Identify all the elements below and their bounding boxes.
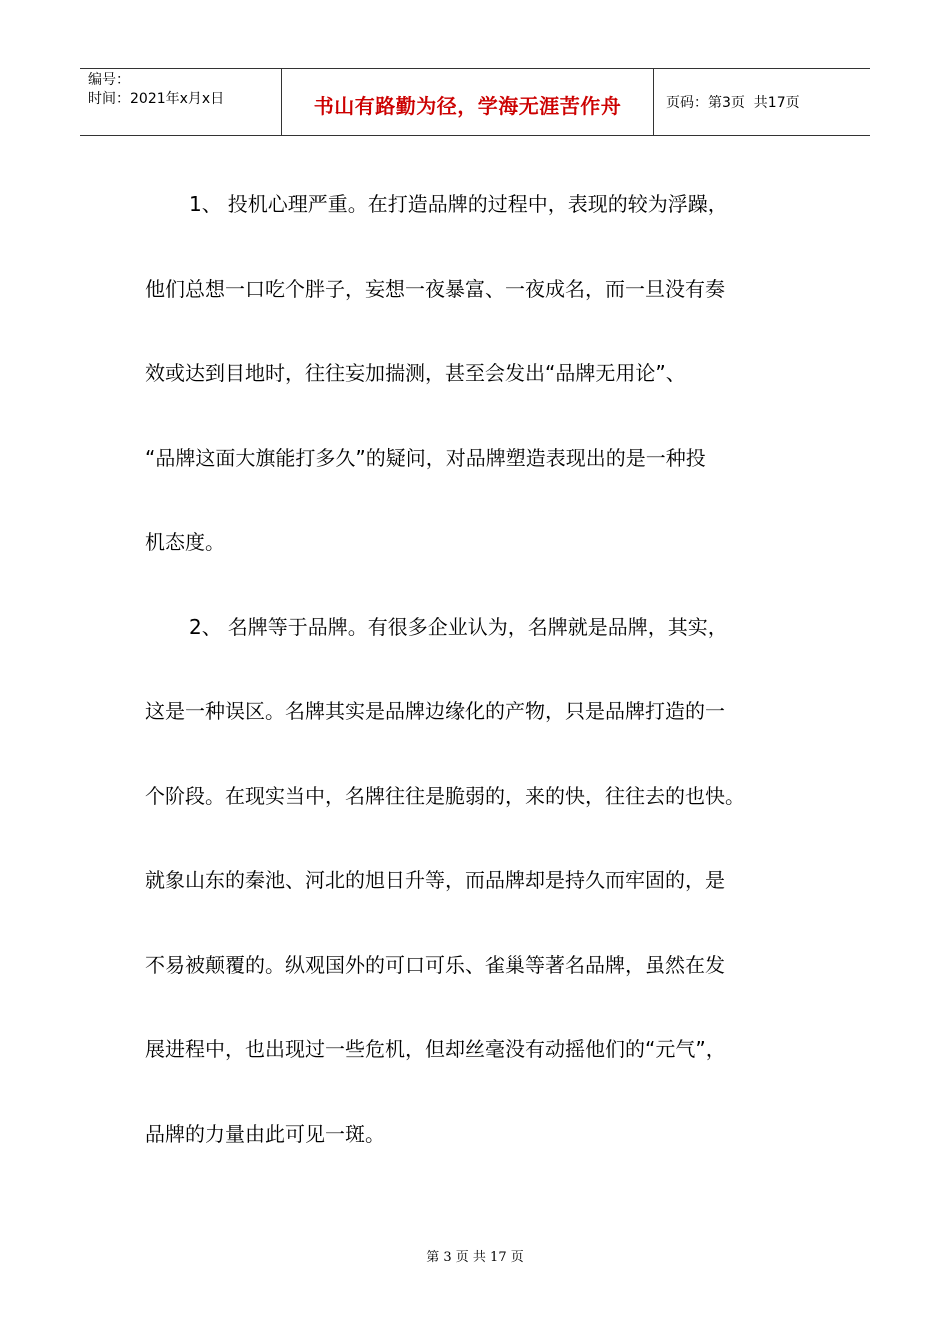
document-date: 时间：2021年x月x日 (88, 91, 225, 107)
page-footer: 第 3 页 共 17 页 (426, 1250, 524, 1265)
header-motto: 书山有路勤为径，学海无涯苦作舟 (313, 93, 622, 118)
document-body (145, 162, 815, 1176)
paragraph-line: 机态度。 (145, 530, 225, 554)
paragraph-line: 品牌的力量由此可见一斑。 (145, 1121, 385, 1146)
paragraph-number: 2、 (189, 614, 222, 639)
paragraph-line: 就象山东的秦池、河北的旭日升等，而品牌却是持久而牢固的，是 (145, 868, 725, 892)
paragraph-line: 效或达到目地时，往往妄加揣测，甚至会发出“品牌无用论”、 (145, 361, 686, 385)
header-meta (80, 69, 281, 135)
paragraph-line: 展进程中，也出现过一些危机，但却丝毫没有动摇他们的“元气”， (145, 1037, 726, 1061)
paragraph-line: 2、 名牌等于品牌。有很多企业认为，名牌就是品牌，其实， (189, 614, 728, 639)
header-page-info: 页码：第3页 共17页 (666, 95, 800, 111)
page-header (80, 68, 870, 136)
paragraph-line: 1、 投机心理严重。在打造品牌的过程中，表现的较为浮躁， (189, 192, 728, 216)
document-number-label: 编号： (88, 72, 130, 88)
paragraph-line: 他们总想一口吃个胖子，妄想一夜暴富、一夜成名，而一旦没有奏 (145, 276, 725, 301)
paragraph-1 (145, 162, 815, 585)
paragraph-line: 不易被颠覆的。纵观国外的可口可乐、雀巢等著名品牌，虽然在发 (145, 952, 725, 977)
paragraph-line: 这是一种误区。名牌其实是品牌边缘化的产物，只是品牌打造的一 (145, 699, 725, 723)
header-page-info-cell (654, 69, 870, 135)
paragraph-number: 1、 (189, 192, 222, 216)
paragraph-line: “品牌这面大旗能打多久”的疑问，对品牌塑造表现出的是一种投 (145, 445, 706, 470)
header-motto-cell (281, 69, 654, 135)
paragraph-2 (145, 585, 815, 1177)
paragraph-line: 个阶段。在现实当中，名牌往往是脆弱的，来的快，往往去的也快。 (145, 783, 745, 808)
